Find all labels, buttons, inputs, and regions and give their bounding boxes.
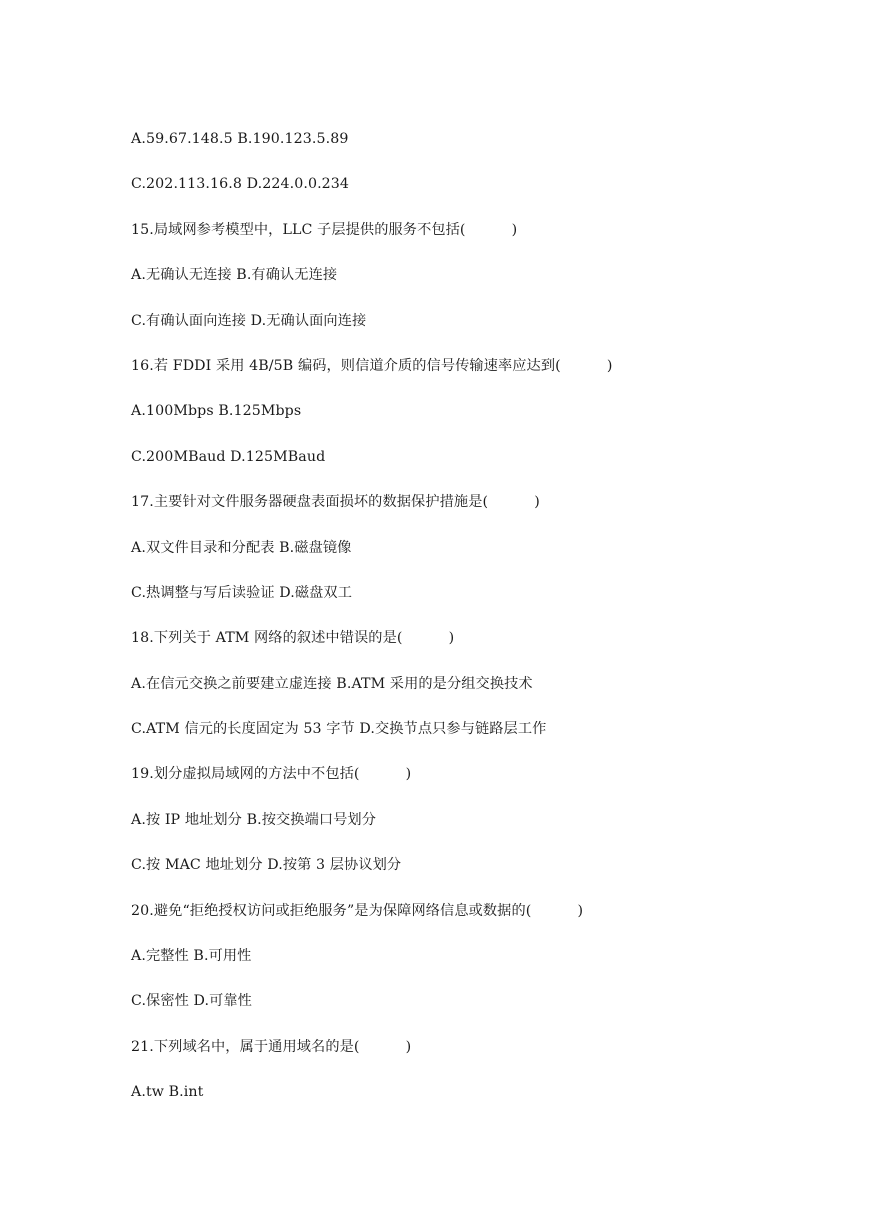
option-line-14-ab: A.59.67.148.5 B.190.123.5.89	[131, 131, 349, 147]
question-list	[131, 126, 811, 1125]
question-18: 18.下列关于 ATM 网络的叙述中错误的是( )	[131, 630, 455, 647]
option-line-21-ab: A.tw B.int	[131, 1084, 204, 1101]
option-line-19-ab: A.按 IP 地址划分 B.按交换端口号划分	[131, 811, 377, 828]
option-line-17-ab: A.双文件目录和分配表 B.磁盘镜像	[131, 539, 352, 556]
question-17: 17.主要针对文件服务器硬盘表面损坏的数据保护措施是( )	[131, 494, 540, 511]
option-line-18-cd: C.ATM 信元的长度固定为 53 字节 D.交换节点只参与链路层工作	[131, 721, 547, 738]
question-19: 19.划分虚拟局域网的方法中不包括( )	[131, 766, 412, 783]
option-line-15-ab: A.无确认无连接 B.有确认无连接	[131, 267, 338, 284]
option-line-16-cd: C.200MBaud D.125MBaud	[131, 448, 326, 465]
option-line-15-cd: C.有确认面向连接 D.无确认面向连接	[131, 312, 367, 329]
question-15: 15.局域网参考模型中，LLC 子层提供的服务不包括( )	[131, 221, 518, 238]
option-line-17-cd: C.热调整与写后读验证 D.磁盘双工	[131, 584, 352, 601]
option-line-18-ab: A.在信元交换之前要建立虚连接 B.ATM 采用的是分组交换技术	[131, 675, 533, 692]
question-21: 21.下列域名中，属于通用域名的是( )	[131, 1038, 412, 1055]
question-20: 20.避免“拒绝授权访问或拒绝服务”是为保障网络信息或数据的( )	[131, 902, 584, 919]
option-line-20-ab: A.完整性 B.可用性	[131, 948, 252, 965]
option-line-20-cd: C.保密性 D.可靠性	[131, 993, 252, 1010]
option-line-14-cd: C.202.113.16.8 D.224.0.0.234	[131, 176, 350, 193]
option-line-16-ab: A.100Mbps B.125Mbps	[131, 403, 302, 420]
question-16: 16.若 FDDI 采用 4B/5B 编码，则信道介质的信号传输速率应达到( )	[131, 357, 613, 374]
option-line-19-cd: C.按 MAC 地址划分 D.按第 3 层协议划分	[131, 857, 402, 874]
